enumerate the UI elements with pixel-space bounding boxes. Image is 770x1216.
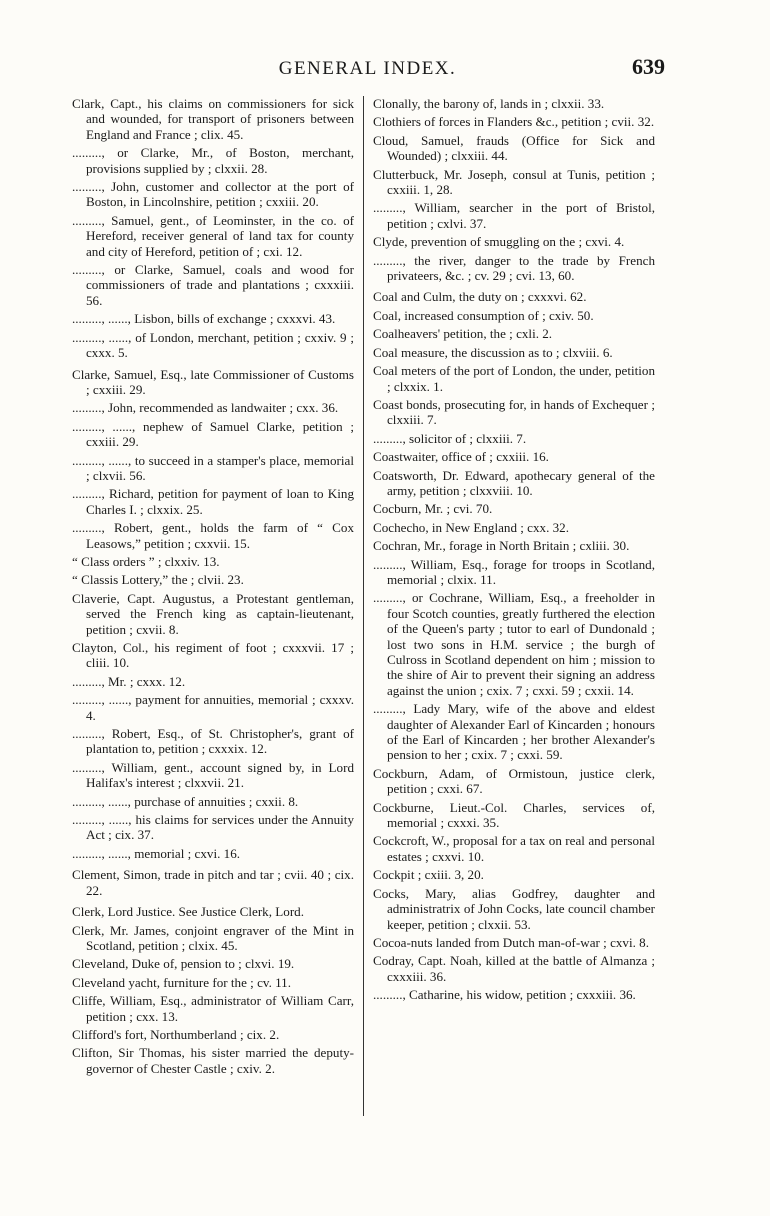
index-entry: Cocburn, Mr. ; cvi. 70. bbox=[373, 501, 493, 517]
index-entry: ........., ......, payment for annuities, memorial ; cxxxv. 4. bbox=[72, 692, 354, 723]
index-entry: ........., Richard, petition for payment of loan to King Charles I. ; clxxix. 25. bbox=[72, 486, 354, 517]
index-entry: Clayton, Col., his regiment of foot ; cxxxvii. 17 ; cliii. 10. bbox=[72, 640, 354, 671]
index-entry: Cleveland, Duke of, pension to ; clxvi. 19. bbox=[72, 956, 295, 972]
index-entry: Clyde, prevention of smuggling on the ; cxvi. 4. bbox=[373, 234, 625, 250]
index-entry: ........., ......, purchase of annuities ; cxxii. 8. bbox=[72, 793, 299, 809]
index-entry: Cocoa-nuts landed from Dutch man-of-war ; cxvi. 8. bbox=[373, 934, 649, 950]
index-entry: ........., solicitor of ; clxxiii. 7. bbox=[373, 430, 527, 446]
index-entry: Clerk, Lord Justice. See Justice Clerk, Lord. bbox=[72, 904, 304, 920]
index-entry: ........., ......, Lisbon, bills of exchange ; cxxxvi. 43. bbox=[72, 311, 336, 327]
index-entry: Clifton, Sir Thomas, his sister married the deputy-governor of Chester Castle ; cxiv. 2. bbox=[72, 1045, 354, 1076]
index-entry: Coatsworth, Dr. Edward, apothecary general of the army, petition ; clxxviii. 10. bbox=[373, 467, 655, 498]
index-entry: Cloud, Samuel, frauds (Office for Sick and Wounded) ; clxxiii. 44. bbox=[373, 132, 655, 164]
index-entry: Cochran, Mr., forage in North Britain ; cxliii. 30. bbox=[373, 538, 630, 554]
index-entry: Claverie, Capt. Augustus, a Protestant gentleman, served the French king as captain-lieutenant, petition ; cxvii. 8. bbox=[72, 590, 354, 637]
page-number: 639 bbox=[632, 54, 665, 79]
index-entry: “ Class orders ” ; clxxiv. 13. bbox=[72, 553, 220, 569]
index-entry: Clerk, Mr. James, conjoint engraver of the Mint in Scotland, petition ; clxix. 45. bbox=[72, 922, 354, 953]
index-entry: ........., ......, memorial ; cxvi. 16. bbox=[72, 845, 241, 861]
index-entry: Cockburne, Lieut.-Col. Charles, services of, memorial ; cxxxi. 35. bbox=[373, 799, 655, 831]
index-entry: Cockcroft, W., proposal for a tax on real and personal estates ; cxxvi. 10. bbox=[373, 833, 655, 864]
left-column bbox=[72, 96, 354, 1079]
index-entry: Coal, increased consumption of ; cxiv. 50. bbox=[373, 307, 594, 323]
index-entry: Cleveland yacht, furniture for the ; cv. 11. bbox=[72, 974, 291, 990]
index-entry: ........., Robert, Esq., of St. Christopher's, grant of plantation to, petition ; cxxxix. 12. bbox=[72, 726, 354, 757]
index-entry: ........., Catharine, his widow, petition ; cxxxiii. 36. bbox=[373, 987, 636, 1003]
index-entry: ........., Robert, gent., holds the farm of “ Cox Leasows,” petition ; cxxvii. 15. bbox=[72, 520, 354, 551]
index-entry: Clarke, Samuel, Esq., late Commissioner of Customs ; cxxiii. 29. bbox=[72, 366, 354, 397]
index-entry: ........., or Cochrane, William, Esq., a freeholder in four Scotch counties, greatly furthered the election of the Queen's party ; tutor to earl of Dundonald ; lost two sons in H.M. service ; the burgh of Culross in Scotland dependent on him ; mission to the shire of Air to prevent their signing an address against the union ; cxix. 7 ; cxxi. 59 ; cxxii. 14. bbox=[373, 590, 655, 698]
index-entry: Coalheavers' petition, the ; cxli. 2. bbox=[373, 326, 553, 342]
index-entry: ........., ......, nephew of Samuel Clarke, petition ; cxxiii. 29. bbox=[72, 418, 354, 450]
index-entry: Cockburn, Adam, of Ormistoun, justice clerk, petition ; cxxi. 67. bbox=[373, 765, 655, 797]
index-entry: Cocks, Mary, alias Godfrey, daughter and administratrix of John Cocks, late council chamber keeper, petition ; clxxii. 53. bbox=[373, 885, 655, 932]
index-entry: Coal and Culm, the duty on ; cxxxvi. 62. bbox=[373, 289, 587, 305]
index-entry: ........., Samuel, gent., of Leominster, in the co. of Hereford, receiver general of land tax for county and city of Hereford, petition of ; cxi. 12. bbox=[72, 212, 354, 259]
index-entry: Coastwaiter, office of ; cxxiii. 16. bbox=[373, 449, 549, 465]
index-entry: Clothiers of forces in Flanders &c., petition ; cvii. 32. bbox=[373, 114, 655, 130]
index-entry: Cockpit ; cxiii. 3, 20. bbox=[373, 867, 484, 883]
page-title: GENERAL INDEX. bbox=[278, 58, 457, 79]
index-entry: ........., ......, of London, merchant, petition ; cxxiv. 9 ; cxxx. 5. bbox=[72, 329, 354, 361]
index-entry: ........., Mr. ; cxxx. 12. bbox=[72, 673, 186, 689]
index-entry: ........., ......, his claims for services under the Annuity Act ; cix. 37. bbox=[72, 812, 354, 843]
index-entry: Cliffe, William, Esq., administrator of William Carr, petition ; cxx. 13. bbox=[72, 993, 354, 1024]
index-entry: ........., the river, danger to the trade by French privateers, &c. ; cv. 29 ; cvi. 13, 60. bbox=[373, 252, 655, 284]
index-entry: Coal measure, the discussion as to ; clxviii. 6. bbox=[373, 344, 613, 360]
index-entry: Clark, Capt., his claims on commissioners for sick and wounded, for transport of prisoners between England and France ; clix. 45. bbox=[72, 96, 354, 142]
index-entry: ........., or Clarke, Samuel, coals and wood for commissioners of trade and plantations ; cxxxiii. 56. bbox=[72, 262, 354, 308]
column-divider bbox=[363, 96, 364, 1116]
index-entry: “ Classis Lottery,” the ; clvii. 23. bbox=[72, 572, 244, 588]
index-entry: Coast bonds, prosecuting for, in hands of Exchequer ; clxxiii. 7. bbox=[373, 396, 655, 428]
index-entry: Codray, Capt. Noah, killed at the battle of Almanza ; cxxxiii. 36. bbox=[373, 953, 655, 984]
index-entry: ........., William, searcher in the port of Bristol, petition ; cxlvi. 37. bbox=[373, 200, 655, 231]
index-entry: ........., Lady Mary, wife of the above and eldest daughter of Alexander Earl of Kincarden ; honours of the Earl of Kincarden ; her brother Alexander's pension to her ; cxix. 7 ; cxxi. 59. bbox=[373, 701, 655, 763]
index-entry: Clonally, the barony of, lands in ; clxxii. 33. bbox=[373, 96, 605, 111]
index-entry: ........., William, Esq., forage for troops in Scotland, memorial ; clxix. 11. bbox=[373, 556, 655, 587]
index-entry: Cochecho, in New England ; cxx. 32. bbox=[373, 519, 569, 535]
index-entry: Clement, Simon, trade in pitch and tar ; cvii. 40 ; cix. 22. bbox=[72, 867, 354, 898]
index-entry: Coal meters of the port of London, the under, petition ; clxxix. 1. bbox=[373, 363, 655, 394]
index-entry: ........., John, recommended as landwaiter ; cxx. 36. bbox=[72, 400, 339, 416]
index-entry: ........., or Clarke, Mr., of Boston, merchant, provisions supplied by ; clxxii. 28. bbox=[72, 145, 354, 176]
index-entry: ........., John, customer and collector at the port of Boston, in Lincolnshire, petition ; cxxiii. 20. bbox=[72, 179, 354, 210]
index-entry: Clifford's fort, Northumberland ; cix. 2. bbox=[72, 1026, 280, 1042]
page-header bbox=[70, 54, 665, 84]
index-entry: ........., ......, to succeed in a stamper's place, memorial ; clxvii. 56. bbox=[72, 452, 354, 483]
index-entry: Clutterbuck, Mr. Joseph, consul at Tunis, petition ; cxxiii. 1, 28. bbox=[373, 166, 655, 198]
index-entry: ........., William, gent., account signed by, in Lord Halifax's interest ; clxxvii. 21. bbox=[72, 759, 354, 791]
right-column bbox=[373, 96, 655, 1006]
